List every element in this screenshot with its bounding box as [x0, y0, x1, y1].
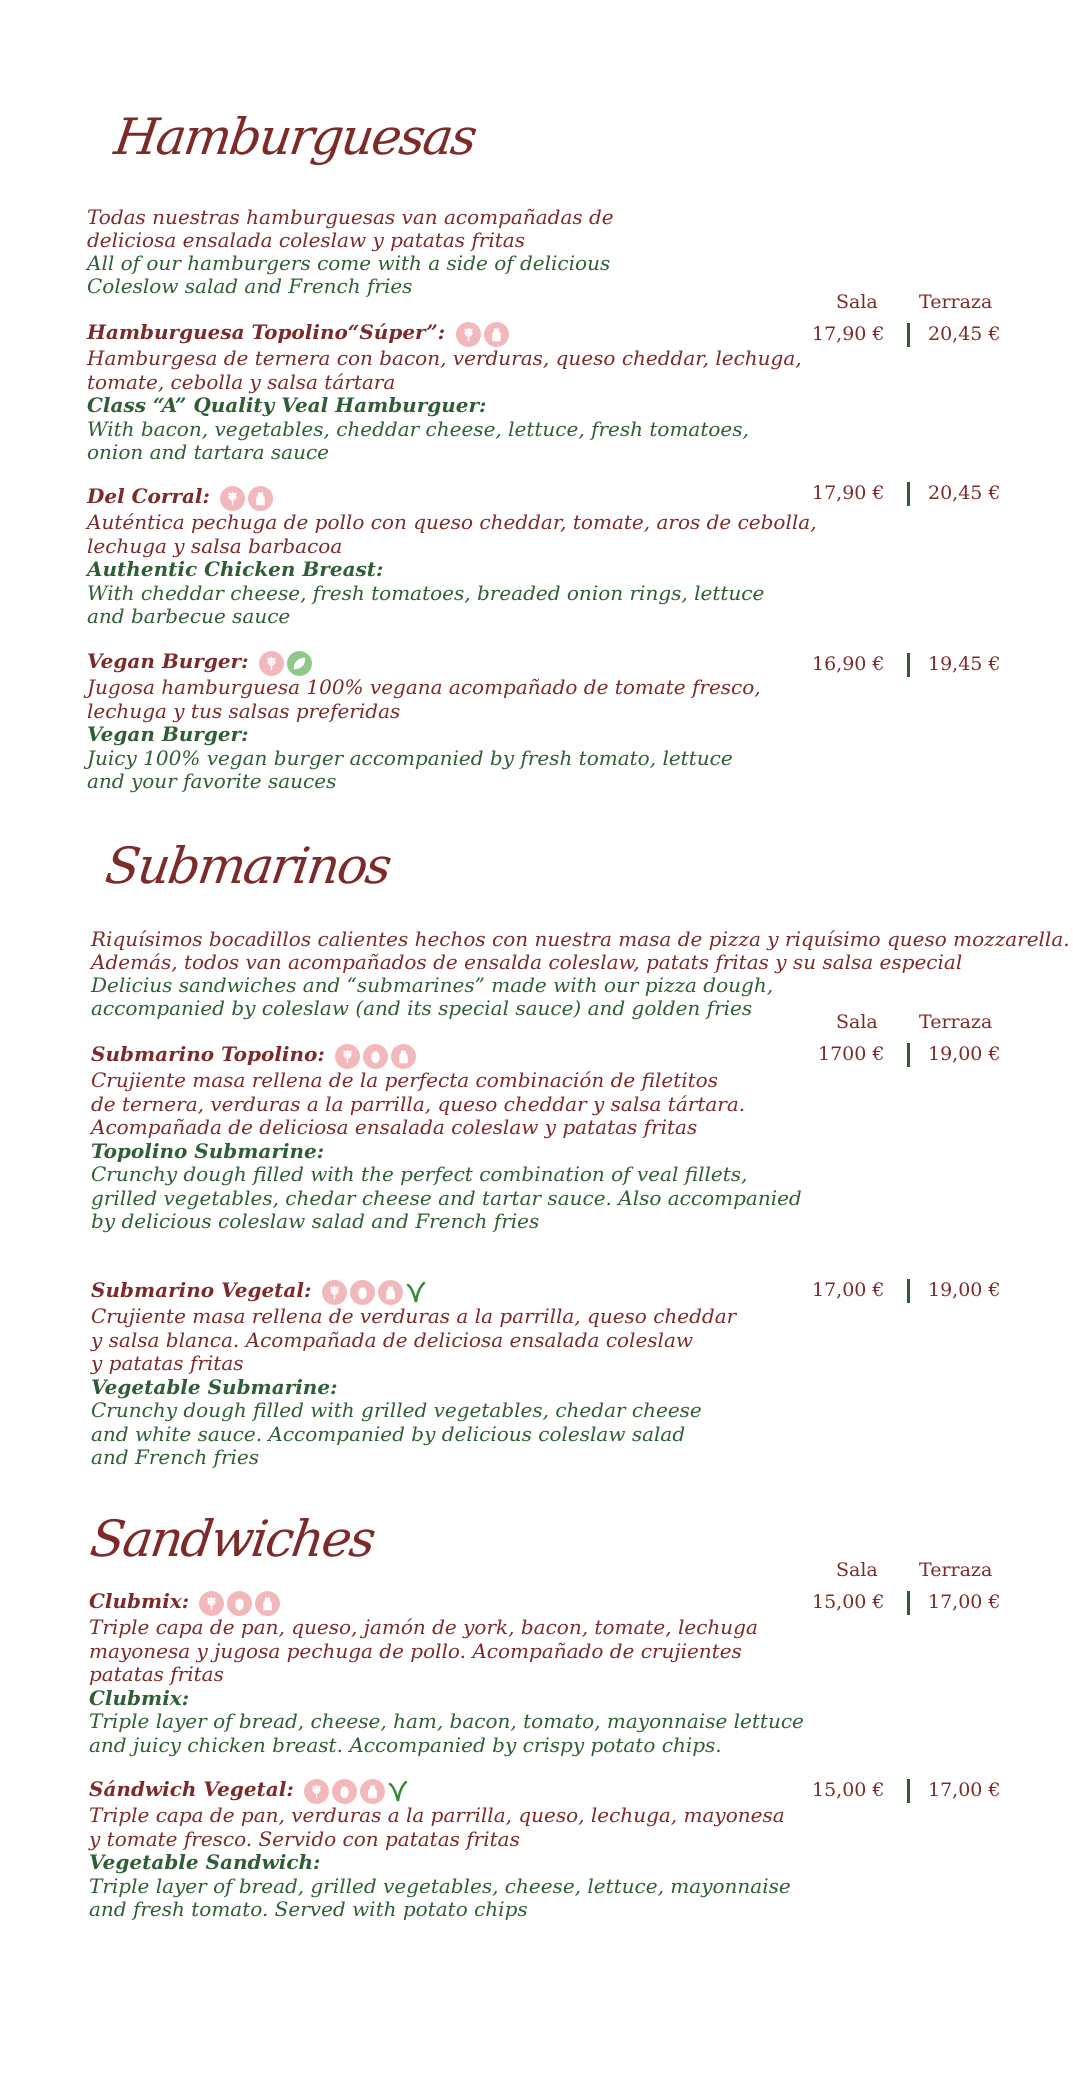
column-header-terraza: Terraza: [919, 1011, 993, 1033]
price-sala: 17,90 €: [812, 323, 885, 345]
intro-en-line: All of our hamburgers come with a side of delicious: [87, 251, 611, 275]
item-name-en: Vegan Burger:: [87, 722, 249, 746]
price-sala: 17,90 €: [812, 482, 885, 504]
intro-es-line: deliciosa ensalada coleslaw y patatas fritas: [87, 228, 525, 252]
column-header-terraza: Terraza: [919, 291, 993, 313]
intro-en-line: Delicius sandwiches and “submarines” made with our pizza dough,: [91, 973, 774, 997]
milk-icon: [255, 1591, 280, 1616]
gluten-icon: [259, 651, 284, 676]
item-desc-es: tomate, cebolla y salsa tártara: [87, 369, 396, 394]
item-desc-en: and barbecue sauce: [87, 604, 291, 628]
menu-item-submarino-vegetal: [91, 1279, 736, 1470]
item-desc-es: Triple capa de pan, queso, jamón de york, bacon, tomate, lechuga: [89, 1615, 758, 1639]
milk-icon: [484, 322, 509, 347]
allergen-icons: [322, 1280, 426, 1305]
item-name-es: Submarino Topolino:: [91, 1042, 325, 1066]
menu-item-sandwich-vegetal: [89, 1778, 791, 1922]
item-desc-en: and your favorite sauces: [87, 769, 337, 793]
item-name-en: Vegetable Sandwich:: [89, 1850, 321, 1874]
gluten-icon: [456, 322, 481, 347]
item-name-es: Submarino Vegetal:: [91, 1278, 312, 1302]
gluten-icon: [199, 1591, 224, 1616]
price-terraza: 17,00 €: [928, 1779, 1001, 1801]
item-desc-en: Triple layer of bread, cheese, ham, bacon, tomato, mayonnaise lettuce: [89, 1709, 804, 1733]
section-title-hamburguesas: Hamburguesas: [110, 108, 479, 166]
price-sala: 16,90 €: [812, 653, 885, 675]
price-sala: 15,00 €: [812, 1779, 885, 1801]
intro-es-line: Riquísimos bocadillos calientes hechos con nuestra masa de pizza y riquísimo queso mozzarella.: [91, 927, 1070, 951]
section-intro-submarinos: [91, 928, 1070, 1020]
item-desc-en: by delicious coleslaw salad and French fries: [91, 1209, 540, 1233]
egg-icon: [363, 1044, 388, 1069]
item-desc-es: Jugosa hamburguesa 100% vegana acompañado de tomate fresco,: [87, 675, 761, 699]
menu-item-del-corral: [87, 485, 817, 629]
menu-item-clubmix: [89, 1590, 804, 1757]
item-name-es: Del Corral:: [87, 484, 210, 508]
column-header-sala: Sala: [836, 1011, 878, 1033]
column-header-sala: Sala: [836, 1559, 878, 1581]
price-sala: 1700 €: [818, 1043, 885, 1065]
item-name-en: Topolino Submarine:: [91, 1138, 325, 1163]
price-terraza: 20,45 €: [928, 323, 1001, 345]
price-sala: 15,00 €: [812, 1591, 885, 1613]
item-desc-en: and juicy chicken breast. Accompanied by crispy potato chips.: [89, 1732, 722, 1757]
item-desc-en: onion and tartara sauce: [87, 440, 329, 464]
item-name-en: Class “A” Quality Veal Hamburguer:: [87, 393, 487, 417]
item-desc-es: patatas fritas: [89, 1662, 224, 1686]
item-desc-es: y patatas fritas: [91, 1351, 244, 1375]
price-separator: [907, 323, 910, 347]
vegan-leaf-icon: [287, 651, 312, 676]
milk-icon: [391, 1044, 416, 1069]
allergen-icons: [304, 1779, 408, 1804]
item-desc-en: Triple layer of bread, grilled vegetables, cheese, lettuce, mayonnaise: [89, 1873, 791, 1898]
price-separator: [907, 1279, 910, 1303]
item-desc-es: Acompañada de deliciosa ensalada coleslaw y patatas fritas: [91, 1115, 698, 1139]
column-header-terraza: Terraza: [919, 1559, 993, 1581]
item-desc-en: grilled vegetables, chedar cheese and tartar sauce. Also accompanied: [91, 1185, 802, 1210]
item-name-es: Hamburguesa Topolino“Súper”:: [87, 320, 446, 344]
item-name-es: Vegan Burger:: [87, 649, 249, 673]
item-desc-es: Crujiente masa rellena de verduras a la parrilla, queso cheddar: [91, 1304, 737, 1328]
price-separator: [907, 1779, 910, 1803]
gluten-icon: [220, 486, 245, 511]
price-terraza: 17,00 €: [928, 1591, 1001, 1613]
item-desc-en: and white sauce. Accompanied by delicious coleslaw salad: [91, 1421, 686, 1446]
milk-icon: [248, 486, 273, 511]
item-desc-en: With bacon, vegetables, cheddar cheese, lettuce, fresh tomatoes,: [87, 416, 749, 441]
section-title-submarinos: Submarinos: [101, 837, 394, 895]
item-desc-es: lechuga y salsa barbacoa: [87, 533, 343, 558]
item-desc-es: lechuga y tus salsas preferidas: [87, 698, 401, 723]
allergen-icons: [220, 486, 273, 511]
section-intro-hamburguesas: [87, 206, 614, 298]
vegetarian-icon: [406, 1280, 426, 1305]
item-desc-es: mayonesa y jugosa pechuga de pollo. Acompañado de crujientes: [89, 1638, 742, 1663]
price-separator: [907, 482, 910, 506]
milk-icon: [360, 1779, 385, 1804]
section-title-sandwiches: Sandwiches: [86, 1510, 378, 1568]
item-name-es: Sándwich Vegetal:: [89, 1777, 294, 1801]
item-desc-es: Hamburgesa de ternera con bacon, verduras, queso cheddar, lechuga,: [87, 346, 802, 370]
vegetarian-icon: [388, 1779, 408, 1804]
egg-icon: [227, 1591, 252, 1616]
item-name-en: Authentic Chicken Breast:: [87, 557, 384, 581]
gluten-icon: [322, 1280, 347, 1305]
item-name-es: Clubmix:: [89, 1589, 190, 1613]
price-separator: [907, 1043, 910, 1067]
milk-icon: [378, 1280, 403, 1305]
item-desc-es: y tomate fresco. Servido con patatas fritas: [89, 1826, 520, 1851]
intro-en-line: Coleslow salad and French fries: [87, 274, 413, 298]
item-desc-es: de ternera, verduras a la parrilla, queso cheddar y salsa tártara.: [91, 1091, 746, 1116]
item-desc-es: Auténtica pechuga de pollo con queso cheddar, tomate, aros de cebolla,: [87, 510, 817, 534]
item-desc-en: Crunchy dough filled with the perfect combination of veal fillets,: [91, 1162, 748, 1186]
item-desc-en: With cheddar cheese, fresh tomatoes, breaded onion rings, lettuce: [87, 580, 765, 605]
item-desc-es: Triple capa de pan, verduras a la parrilla, queso, lechuga, mayonesa: [89, 1803, 785, 1827]
egg-icon: [350, 1280, 375, 1305]
price-terraza: 19,00 €: [928, 1043, 1001, 1065]
price-terraza: 19,45 €: [928, 653, 1001, 675]
allergen-icons: [259, 651, 312, 676]
allergen-icons: [335, 1044, 416, 1069]
allergen-icons: [199, 1591, 280, 1616]
intro-en-line: accompanied by coleslaw (and its special sauce) and golden fries: [91, 996, 753, 1020]
column-header-sala: Sala: [836, 291, 878, 313]
menu-item-submarino-topolino: [91, 1043, 802, 1234]
item-desc-es: y salsa blanca. Acompañada de deliciosa ensalada coleslaw: [91, 1327, 693, 1352]
gluten-icon: [335, 1044, 360, 1069]
price-terraza: 19,00 €: [928, 1279, 1001, 1301]
egg-icon: [332, 1779, 357, 1804]
item-desc-en: and fresh tomato. Served with potato chips: [89, 1897, 528, 1921]
menu-item-hamburguesa-topolino: [87, 321, 802, 465]
item-name-en: Clubmix:: [89, 1685, 190, 1710]
menu-item-vegan-burger: [87, 650, 761, 794]
price-separator: [907, 1591, 910, 1615]
intro-es-line: Además, todos van acompañados de ensalda coleslaw, patats fritas y su salsa especial: [91, 950, 963, 974]
item-desc-en: and French fries: [91, 1445, 260, 1469]
gluten-icon: [304, 1779, 329, 1804]
price-terraza: 20,45 €: [928, 482, 1001, 504]
intro-es-line: Todas nuestras hamburguesas van acompañadas de: [87, 205, 614, 229]
item-desc-en: Juicy 100% vegan burger accompanied by fresh tomato, lettuce: [87, 745, 733, 770]
allergen-icons: [456, 322, 509, 347]
price-separator: [907, 653, 910, 677]
item-name-en: Vegetable Submarine:: [91, 1374, 338, 1399]
item-desc-es: Crujiente masa rellena de la perfecta combinación de filetitos: [91, 1068, 718, 1092]
price-sala: 17,00 €: [812, 1279, 885, 1301]
item-desc-en: Crunchy dough filled with grilled vegetables, chedar cheese: [91, 1398, 702, 1422]
